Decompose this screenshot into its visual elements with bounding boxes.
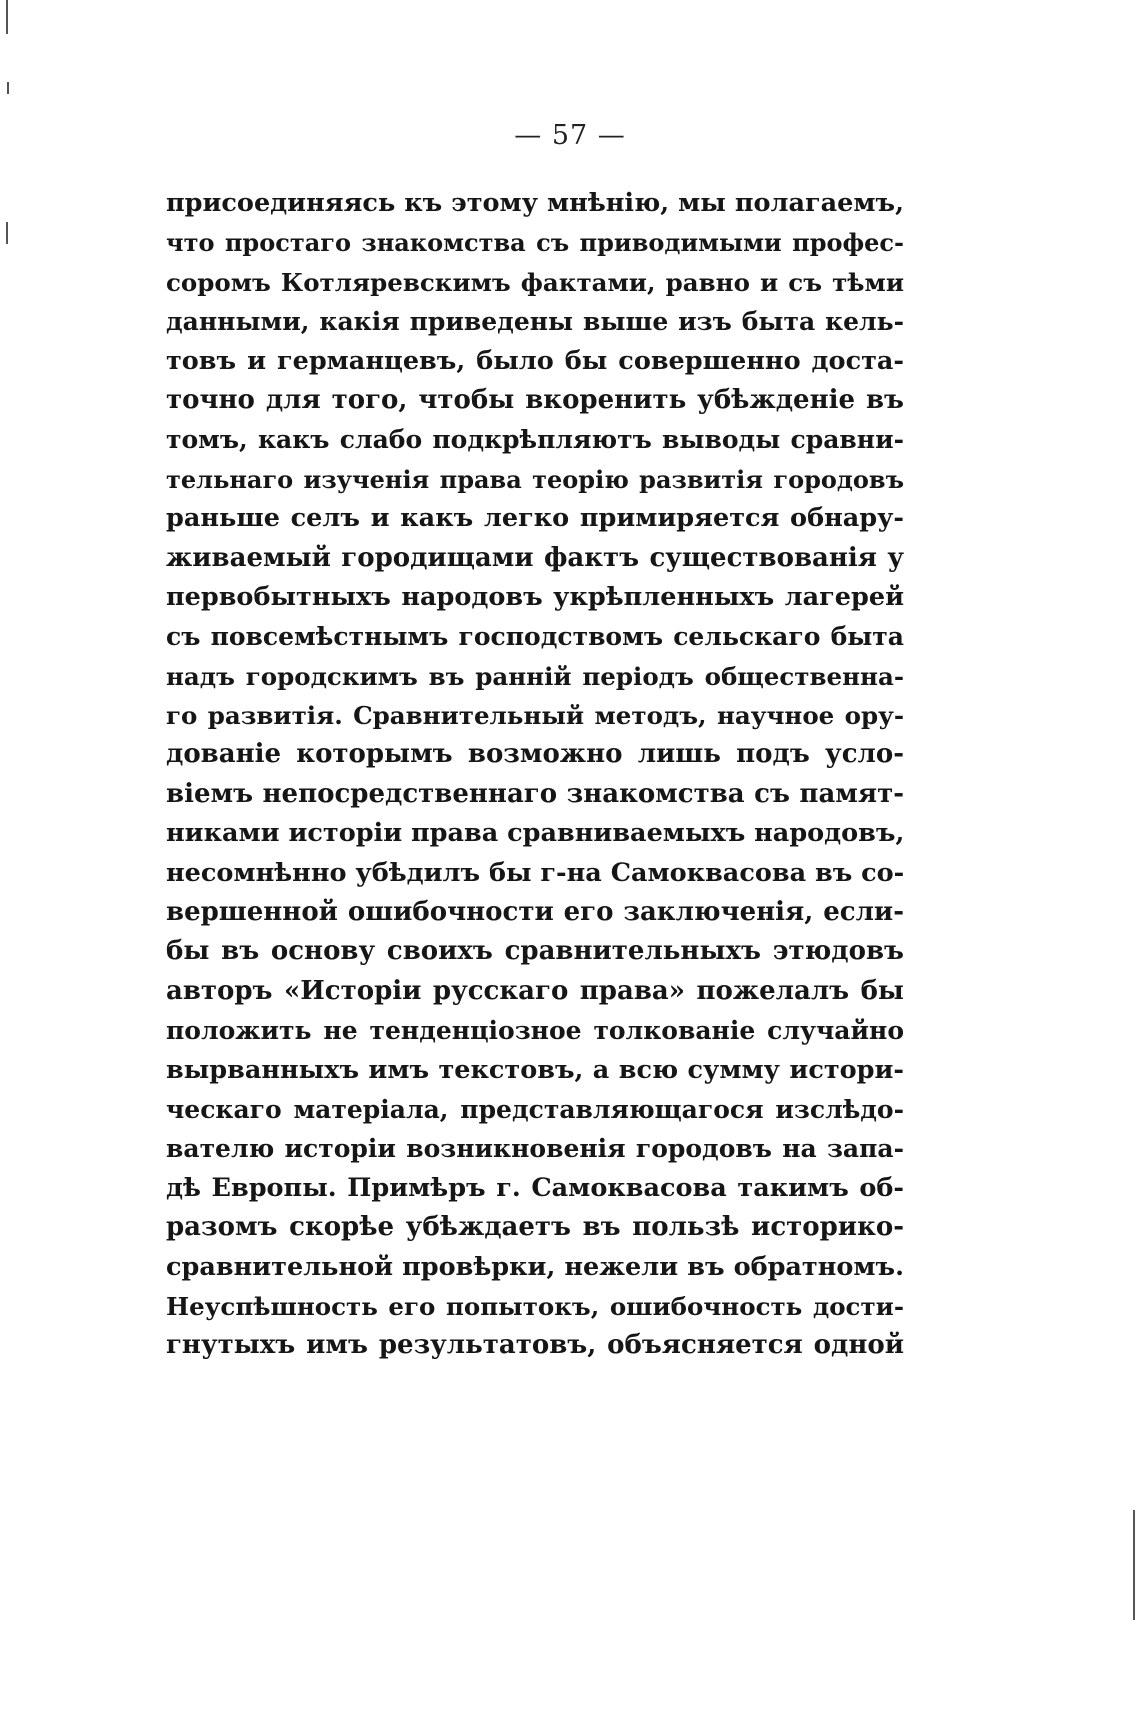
page-number: — 57 —: [514, 120, 626, 151]
text-line: го развитія. Сравнительный методъ, научное ору-: [166, 701, 904, 731]
text-line: сравнительной провѣрки, нежели въ обратномъ.: [166, 1251, 904, 1282]
scan-edge-mark: [6, 222, 8, 244]
text-line: товъ и германцевъ, было бы совершенно доста-: [166, 345, 904, 376]
text-line: авторъ «Исторіи русскаго права» пожелалъ бы: [166, 975, 904, 1006]
text-line: раньше селъ и какъ легко примиряется обнару-: [166, 503, 904, 534]
text-line: разомъ скорѣе убѣждаетъ въ пользѣ историко-: [166, 1212, 904, 1243]
body-text: [166, 184, 904, 1366]
text-line: бы въ основу своихъ сравнительныхъ этюдовъ: [166, 936, 904, 967]
text-line: вырванныхъ имъ текстовъ, а всю сумму истори-: [166, 1054, 904, 1085]
text-line: соромъ Котляревскимъ фактами, равно и съ тѣми: [166, 267, 904, 297]
text-line: присоединяясь къ этому мнѣнію, мы полагаемъ,: [166, 188, 904, 218]
text-line: данными, какія приведены выше изъ быта кель-: [166, 307, 904, 337]
text-line: никами исторіи права сравниваемыхъ народовъ,: [166, 818, 904, 849]
text-line: дованіе которымъ возможно лишь подъ усло-: [166, 739, 904, 770]
scan-edge-mark: [6, 0, 8, 34]
text-line: точно для того, чтобы вкоренить убѣжденіе въ: [166, 384, 904, 415]
text-line: вателю исторіи возникновенія городовъ на запа-: [166, 1134, 904, 1164]
scan-edge-mark: [1133, 1510, 1135, 1620]
text-line: надъ городскимъ въ ранній періодъ общественна-: [166, 661, 904, 691]
text-line: гнутыхъ имъ результатовъ, объясняется одной: [166, 1330, 904, 1361]
text-line: дѣ Европы. Примѣръ г. Самоквасова такимъ об-: [166, 1172, 904, 1203]
text-line: что простаго знакомства съ приводимыми профес-: [166, 228, 904, 258]
text-line: живаемый городищами фактъ существованія у: [166, 542, 904, 573]
text-line: томъ, какъ слабо подкрѣпляютъ выводы сравни-: [166, 425, 904, 455]
text-line: Неуспѣшность его попытокъ, ошибочность дости-: [166, 1291, 904, 1321]
text-line: положить не тенденціозное толкованіе случайно: [166, 1016, 904, 1046]
text-line: тельнаго изученія права теорію развитія городовъ: [166, 464, 904, 494]
text-line: віемъ непосредственнаго знакомства съ памят-: [166, 778, 904, 809]
text-line: ческаго матеріала, представляющагося изслѣдо-: [166, 1094, 904, 1124]
text-line: съ повсемѣстнымъ господствомъ сельскаго быта: [166, 622, 904, 652]
text-line: первобытныхъ народовъ укрѣпленныхъ лагерей: [166, 581, 904, 612]
text-line: вершенной ошибочности его заключенія, если-: [166, 897, 904, 928]
scan-edge-mark: [7, 82, 9, 94]
text-line: несомнѣнно убѣдилъ бы г-на Самоквасова въ со-: [166, 857, 904, 888]
